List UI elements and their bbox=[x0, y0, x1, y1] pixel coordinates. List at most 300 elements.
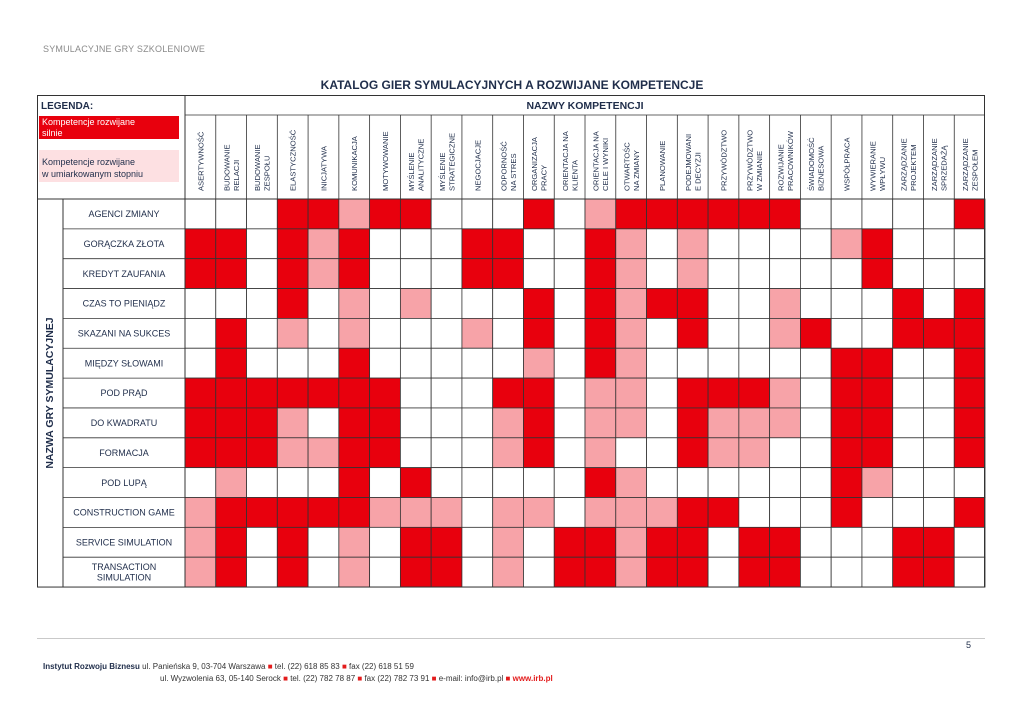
page-title: KATALOG GIER SYMULACYJNYCH A ROZWIJANE KOMPETENCJE bbox=[320, 78, 704, 92]
matrix-cell bbox=[247, 259, 278, 289]
competency-label: PRACY bbox=[539, 164, 549, 191]
matrix-cell bbox=[954, 527, 985, 557]
matrix-cell bbox=[370, 527, 401, 557]
matrix-cell bbox=[647, 289, 678, 319]
matrix-cell bbox=[247, 199, 278, 229]
matrix-cell bbox=[831, 527, 862, 557]
matrix-cell bbox=[677, 348, 708, 378]
matrix-cell bbox=[523, 289, 554, 319]
matrix-cell bbox=[893, 557, 924, 587]
matrix-cell bbox=[800, 557, 831, 587]
competency-label: WYWIERANIE bbox=[868, 141, 878, 191]
matrix-cell bbox=[431, 408, 462, 438]
matrix-cell bbox=[677, 229, 708, 259]
matrix-cell bbox=[616, 438, 647, 468]
matrix-cell bbox=[523, 348, 554, 378]
footer-address-2: ul. Wyzwolenia 63, 05-140 Serock bbox=[160, 674, 281, 683]
game-name: AGENCI ZMIANY bbox=[88, 209, 160, 220]
competency-label: ASERTYWNOŚĆ bbox=[196, 131, 206, 191]
matrix-cell bbox=[647, 498, 678, 528]
matrix-cell bbox=[616, 289, 647, 319]
matrix-cell bbox=[739, 318, 770, 348]
competency-label: PRZYWÓDZTWO bbox=[719, 129, 729, 191]
matrix-cell bbox=[923, 527, 954, 557]
matrix-cell bbox=[216, 468, 247, 498]
matrix-cell bbox=[370, 348, 401, 378]
matrix-cell bbox=[923, 498, 954, 528]
competency-label: BUDOWANIE bbox=[222, 144, 232, 191]
competency-label: ORGANIZACJA bbox=[530, 136, 540, 191]
matrix-cell bbox=[247, 527, 278, 557]
matrix-cell bbox=[523, 378, 554, 408]
matrix-cell bbox=[400, 408, 431, 438]
matrix-cell bbox=[554, 199, 585, 229]
matrix-cell bbox=[831, 318, 862, 348]
footer: Instytut Rozwoju Biznesu ul. Panieńska 9, 03-704 Warszawa ■ tel. (22) 618 85 83 ■ fax (22) 618 51 59 ul. Wyzwolenia 63, 05-140 Serock ■ tel. (22) 782 78 87 ■ fax (22) 782 73 91 ■ e-mail: info@irb.pl ■ www.irb.pl bbox=[43, 662, 553, 683]
matrix-cell bbox=[862, 557, 893, 587]
matrix-cell bbox=[308, 498, 339, 528]
matrix-cell bbox=[954, 498, 985, 528]
competency-label: ANALITYCZNE bbox=[416, 138, 426, 191]
competency-label: NEGOCJACJE bbox=[473, 139, 483, 191]
matrix-cell bbox=[185, 527, 216, 557]
competency-label: ZESPOŁU bbox=[262, 155, 272, 191]
matrix-cell bbox=[677, 498, 708, 528]
footer-website-link[interactable]: www.irb.pl bbox=[512, 674, 553, 683]
matrix-cell bbox=[247, 378, 278, 408]
competency-label: MYŚLENIE bbox=[407, 152, 417, 191]
matrix-cell bbox=[677, 527, 708, 557]
matrix-cell bbox=[370, 378, 401, 408]
matrix-cell bbox=[370, 408, 401, 438]
matrix-cell bbox=[923, 229, 954, 259]
competency-label: ELASTYCZNOŚĆ bbox=[288, 129, 298, 191]
matrix-cell bbox=[677, 289, 708, 319]
matrix-cell bbox=[523, 408, 554, 438]
competency-label: INICJATYWA bbox=[319, 145, 329, 191]
matrix-cell bbox=[770, 408, 801, 438]
matrix-cell bbox=[708, 557, 739, 587]
matrix-cell bbox=[339, 498, 370, 528]
matrix-cell bbox=[831, 348, 862, 378]
matrix-cell bbox=[923, 318, 954, 348]
matrix-cell bbox=[216, 229, 247, 259]
competency-label: WPŁYWU bbox=[878, 156, 888, 191]
matrix-cell bbox=[862, 468, 893, 498]
matrix-cell bbox=[523, 498, 554, 528]
matrix-cell bbox=[493, 199, 524, 229]
game-name: POD LUPĄ bbox=[101, 477, 147, 488]
matrix-cell bbox=[277, 378, 308, 408]
matrix-cell bbox=[216, 199, 247, 229]
matrix-cell bbox=[339, 199, 370, 229]
matrix-cell bbox=[523, 438, 554, 468]
competency-label: PODEJMOWANI bbox=[683, 133, 693, 191]
matrix-cell bbox=[185, 438, 216, 468]
competency-label: ROZWIJANIE bbox=[776, 144, 786, 191]
footer-company: Instytut Rozwoju Biznesu bbox=[43, 662, 140, 671]
matrix-cell bbox=[862, 498, 893, 528]
matrix-cell bbox=[462, 498, 493, 528]
competency-label: MYŚLENIE bbox=[437, 152, 447, 191]
matrix-cell bbox=[185, 498, 216, 528]
matrix-cell bbox=[523, 199, 554, 229]
matrix-cell bbox=[831, 557, 862, 587]
matrix-cell bbox=[923, 438, 954, 468]
matrix-cell bbox=[308, 468, 339, 498]
matrix-cell bbox=[277, 527, 308, 557]
matrix-cell bbox=[216, 348, 247, 378]
matrix-cell bbox=[185, 468, 216, 498]
matrix-cell bbox=[523, 557, 554, 587]
matrix-cell bbox=[800, 468, 831, 498]
matrix-cell bbox=[247, 498, 278, 528]
matrix-cell bbox=[339, 557, 370, 587]
matrix-cell bbox=[308, 348, 339, 378]
matrix-cell bbox=[554, 259, 585, 289]
matrix-cell bbox=[462, 438, 493, 468]
matrix-cell bbox=[400, 527, 431, 557]
matrix-cell bbox=[523, 259, 554, 289]
matrix-cell bbox=[216, 259, 247, 289]
matrix-cell bbox=[739, 438, 770, 468]
competencies-heading: NAZWY KOMPETENCJI bbox=[526, 100, 644, 112]
matrix-cell bbox=[462, 199, 493, 229]
competency-label: ZARZĄDZANIE bbox=[930, 138, 940, 191]
matrix-cell bbox=[893, 378, 924, 408]
footer-email[interactable]: e-mail: info@irb.pl bbox=[438, 674, 504, 683]
matrix-cell bbox=[954, 468, 985, 498]
competency-label: PROJEKTEM bbox=[908, 144, 918, 191]
matrix-cell bbox=[308, 438, 339, 468]
matrix-cell bbox=[370, 229, 401, 259]
matrix-cell bbox=[862, 259, 893, 289]
matrix-cell bbox=[400, 468, 431, 498]
matrix-cell bbox=[831, 438, 862, 468]
matrix-cell bbox=[493, 557, 524, 587]
matrix-cell bbox=[585, 199, 616, 229]
matrix-cell bbox=[739, 557, 770, 587]
matrix-cell bbox=[923, 259, 954, 289]
footer-divider bbox=[37, 638, 985, 639]
matrix-cell bbox=[893, 468, 924, 498]
matrix-cell bbox=[708, 259, 739, 289]
matrix-cell bbox=[677, 378, 708, 408]
matrix-cell bbox=[277, 498, 308, 528]
matrix-cell bbox=[770, 229, 801, 259]
matrix-cell bbox=[862, 378, 893, 408]
matrix-cell bbox=[554, 229, 585, 259]
matrix-cell bbox=[585, 408, 616, 438]
matrix-cell bbox=[831, 229, 862, 259]
matrix-cell bbox=[247, 438, 278, 468]
matrix-cell bbox=[616, 408, 647, 438]
matrix-cell bbox=[923, 348, 954, 378]
matrix-cell bbox=[770, 527, 801, 557]
matrix-cell bbox=[708, 289, 739, 319]
matrix-cell bbox=[400, 557, 431, 587]
matrix-cell bbox=[308, 289, 339, 319]
matrix-cell bbox=[308, 259, 339, 289]
competency-label: BIZNESOWA bbox=[816, 145, 826, 191]
matrix-cell bbox=[893, 289, 924, 319]
matrix-cell bbox=[339, 408, 370, 438]
matrix-cell bbox=[216, 318, 247, 348]
matrix-cell bbox=[800, 348, 831, 378]
game-name: POD PRĄD bbox=[100, 388, 148, 399]
matrix-cell bbox=[554, 378, 585, 408]
competency-label: ZARZĄDZANIE bbox=[960, 138, 970, 191]
matrix-cell bbox=[462, 408, 493, 438]
matrix-cell bbox=[339, 468, 370, 498]
matrix-cell bbox=[216, 289, 247, 319]
matrix-cell bbox=[770, 318, 801, 348]
competency-label: W ZMIANIE bbox=[754, 150, 764, 191]
matrix-cell bbox=[585, 318, 616, 348]
game-name: DO KWADRATU bbox=[90, 418, 158, 429]
matrix-cell bbox=[770, 199, 801, 229]
matrix-cell bbox=[585, 348, 616, 378]
game-name: SIMULATION bbox=[96, 572, 152, 583]
matrix-cell bbox=[247, 468, 278, 498]
matrix-cell bbox=[770, 468, 801, 498]
matrix-cell bbox=[954, 259, 985, 289]
matrix-cell bbox=[800, 498, 831, 528]
competency-label: ZESPOŁEM bbox=[970, 149, 980, 191]
game-name: SKAZANI NA SUKCES bbox=[77, 328, 171, 339]
matrix-cell bbox=[708, 408, 739, 438]
matrix-cell bbox=[954, 557, 985, 587]
matrix-cell bbox=[431, 527, 462, 557]
matrix-cell bbox=[493, 348, 524, 378]
matrix-cell bbox=[585, 259, 616, 289]
matrix-cell bbox=[554, 498, 585, 528]
matrix-cell bbox=[923, 468, 954, 498]
page-number: 5 bbox=[966, 640, 972, 650]
footer-fax-2: fax (22) 782 73 91 bbox=[364, 674, 430, 683]
matrix-cell bbox=[216, 498, 247, 528]
matrix-cell bbox=[616, 557, 647, 587]
matrix-cell bbox=[216, 378, 247, 408]
matrix-cell bbox=[339, 527, 370, 557]
matrix-cell bbox=[431, 438, 462, 468]
matrix-cell bbox=[585, 438, 616, 468]
matrix-cell bbox=[277, 229, 308, 259]
matrix-cell bbox=[585, 289, 616, 319]
matrix-cell bbox=[647, 199, 678, 229]
matrix-cell bbox=[923, 378, 954, 408]
matrix-cell bbox=[800, 438, 831, 468]
matrix-cell bbox=[554, 408, 585, 438]
matrix-cell bbox=[277, 557, 308, 587]
matrix-cell bbox=[339, 259, 370, 289]
competency-label: OTWARTOŚC bbox=[622, 142, 632, 191]
matrix-cell bbox=[862, 408, 893, 438]
matrix-cell bbox=[462, 318, 493, 348]
matrix-cell bbox=[893, 527, 924, 557]
legend-strong-label: Kompetencje rozwijane bbox=[42, 117, 136, 127]
matrix-cell bbox=[923, 199, 954, 229]
matrix-cell bbox=[770, 259, 801, 289]
matrix-cell bbox=[308, 229, 339, 259]
matrix-cell bbox=[493, 498, 524, 528]
matrix-cell bbox=[462, 557, 493, 587]
matrix-cell bbox=[277, 199, 308, 229]
matrix-cell bbox=[954, 318, 985, 348]
games-heading: NAZWA GRY SYMULACYJNEJ bbox=[44, 317, 56, 469]
matrix-cell bbox=[554, 348, 585, 378]
matrix-cell bbox=[677, 557, 708, 587]
matrix-cell bbox=[616, 348, 647, 378]
matrix-cell bbox=[893, 229, 924, 259]
matrix-cell bbox=[431, 498, 462, 528]
matrix-cell bbox=[739, 348, 770, 378]
matrix-cell bbox=[308, 557, 339, 587]
matrix-cell bbox=[370, 498, 401, 528]
game-name: TRANSACTION bbox=[91, 562, 157, 573]
matrix-cell bbox=[339, 229, 370, 259]
game-name: CONSTRUCTION GAME bbox=[73, 507, 175, 518]
matrix-cell bbox=[185, 378, 216, 408]
competency-label: ŚWIADOMOŚĆ bbox=[807, 137, 817, 191]
matrix-cell bbox=[708, 318, 739, 348]
matrix-cell bbox=[370, 259, 401, 289]
matrix-cell bbox=[893, 199, 924, 229]
legend-heading: LEGENDA: bbox=[41, 101, 94, 112]
matrix-cell bbox=[831, 289, 862, 319]
matrix-cell bbox=[216, 438, 247, 468]
matrix-cell bbox=[708, 498, 739, 528]
matrix-cell bbox=[893, 318, 924, 348]
matrix-cell bbox=[862, 199, 893, 229]
matrix-cell bbox=[523, 229, 554, 259]
matrix-cell bbox=[708, 199, 739, 229]
game-name: KREDYT ZAUFANIA bbox=[82, 268, 166, 279]
matrix-cell bbox=[800, 229, 831, 259]
matrix-cell bbox=[739, 229, 770, 259]
matrix-cell bbox=[616, 259, 647, 289]
matrix-cell bbox=[462, 229, 493, 259]
matrix-cell bbox=[247, 229, 278, 259]
matrix-cell bbox=[647, 229, 678, 259]
matrix-cell bbox=[616, 498, 647, 528]
competency-label: STRATEGICZNE bbox=[447, 132, 457, 191]
matrix-cell bbox=[770, 498, 801, 528]
matrix-cell bbox=[554, 318, 585, 348]
matrix-cell bbox=[739, 408, 770, 438]
matrix-cell bbox=[616, 318, 647, 348]
matrix-cell bbox=[493, 438, 524, 468]
matrix-cell bbox=[647, 557, 678, 587]
matrix-cell bbox=[493, 468, 524, 498]
matrix-cell bbox=[493, 289, 524, 319]
matrix-cell bbox=[554, 527, 585, 557]
game-name: SERVICE SIMULATION bbox=[75, 537, 173, 548]
matrix-cell bbox=[954, 199, 985, 229]
matrix-cell bbox=[277, 289, 308, 319]
matrix-cell bbox=[493, 527, 524, 557]
competency-label: E DECYZJI bbox=[693, 152, 703, 191]
matrix-cell bbox=[831, 468, 862, 498]
matrix-cell bbox=[739, 289, 770, 319]
matrix-cell bbox=[308, 527, 339, 557]
matrix-cell bbox=[462, 348, 493, 378]
matrix-cell bbox=[800, 289, 831, 319]
matrix-cell bbox=[523, 318, 554, 348]
matrix-cell bbox=[770, 289, 801, 319]
competency-label: NA STRES bbox=[508, 153, 518, 191]
matrix-cell bbox=[462, 378, 493, 408]
matrix-cell bbox=[862, 229, 893, 259]
game-name: MIĘDZY SŁOWAMI bbox=[84, 358, 164, 369]
matrix-cell bbox=[493, 229, 524, 259]
matrix-cell bbox=[400, 438, 431, 468]
matrix-cell bbox=[493, 378, 524, 408]
matrix-cell bbox=[462, 259, 493, 289]
matrix-cell bbox=[462, 527, 493, 557]
matrix-cell bbox=[247, 408, 278, 438]
matrix-cell bbox=[954, 348, 985, 378]
matrix-cell bbox=[862, 527, 893, 557]
competency-label: ODPORNOŚĆ bbox=[499, 141, 509, 191]
competency-label: KLIENTA bbox=[570, 159, 580, 191]
matrix-cell bbox=[739, 378, 770, 408]
matrix-cell bbox=[800, 408, 831, 438]
matrix-cell bbox=[308, 199, 339, 229]
matrix-cell bbox=[831, 408, 862, 438]
legend-strong-label-2: silnie bbox=[42, 128, 63, 138]
matrix-cell bbox=[339, 438, 370, 468]
matrix-cell bbox=[770, 557, 801, 587]
game-name: GORĄCZKA ZŁOTA bbox=[83, 238, 165, 249]
competency-label: MOTYWOWANIE bbox=[381, 131, 391, 191]
matrix-cell bbox=[954, 289, 985, 319]
matrix-cell bbox=[216, 408, 247, 438]
matrix-cell bbox=[277, 438, 308, 468]
matrix-cell bbox=[647, 348, 678, 378]
matrix-cell bbox=[431, 378, 462, 408]
matrix-cell bbox=[800, 199, 831, 229]
matrix-cell bbox=[247, 557, 278, 587]
matrix-cell bbox=[893, 348, 924, 378]
matrix-cell bbox=[185, 259, 216, 289]
matrix-cell bbox=[616, 229, 647, 259]
matrix-cell bbox=[893, 259, 924, 289]
matrix-cell bbox=[400, 348, 431, 378]
matrix-cell bbox=[954, 378, 985, 408]
matrix-cell bbox=[462, 468, 493, 498]
matrix-cell bbox=[339, 318, 370, 348]
legend-moderate-label: Kompetencje rozwijane bbox=[42, 157, 136, 167]
competency-label: ZARZĄDZANIE bbox=[899, 138, 909, 191]
matrix-cell bbox=[954, 438, 985, 468]
matrix-cell bbox=[862, 289, 893, 319]
competency-matrix bbox=[37, 95, 987, 591]
matrix-cell bbox=[431, 557, 462, 587]
matrix-cell bbox=[923, 408, 954, 438]
matrix-cell bbox=[431, 199, 462, 229]
matrix-cell bbox=[554, 289, 585, 319]
competency-label: ORIENTACJA NA bbox=[591, 131, 601, 191]
competency-label: PRZYWÓDZTWO bbox=[745, 129, 755, 191]
matrix-cell bbox=[216, 527, 247, 557]
matrix-cell bbox=[523, 527, 554, 557]
matrix-cell bbox=[708, 229, 739, 259]
matrix-cell bbox=[277, 318, 308, 348]
matrix-cell bbox=[647, 259, 678, 289]
matrix-cell bbox=[770, 438, 801, 468]
footer-fax-1: fax (22) 618 51 59 bbox=[349, 662, 414, 671]
